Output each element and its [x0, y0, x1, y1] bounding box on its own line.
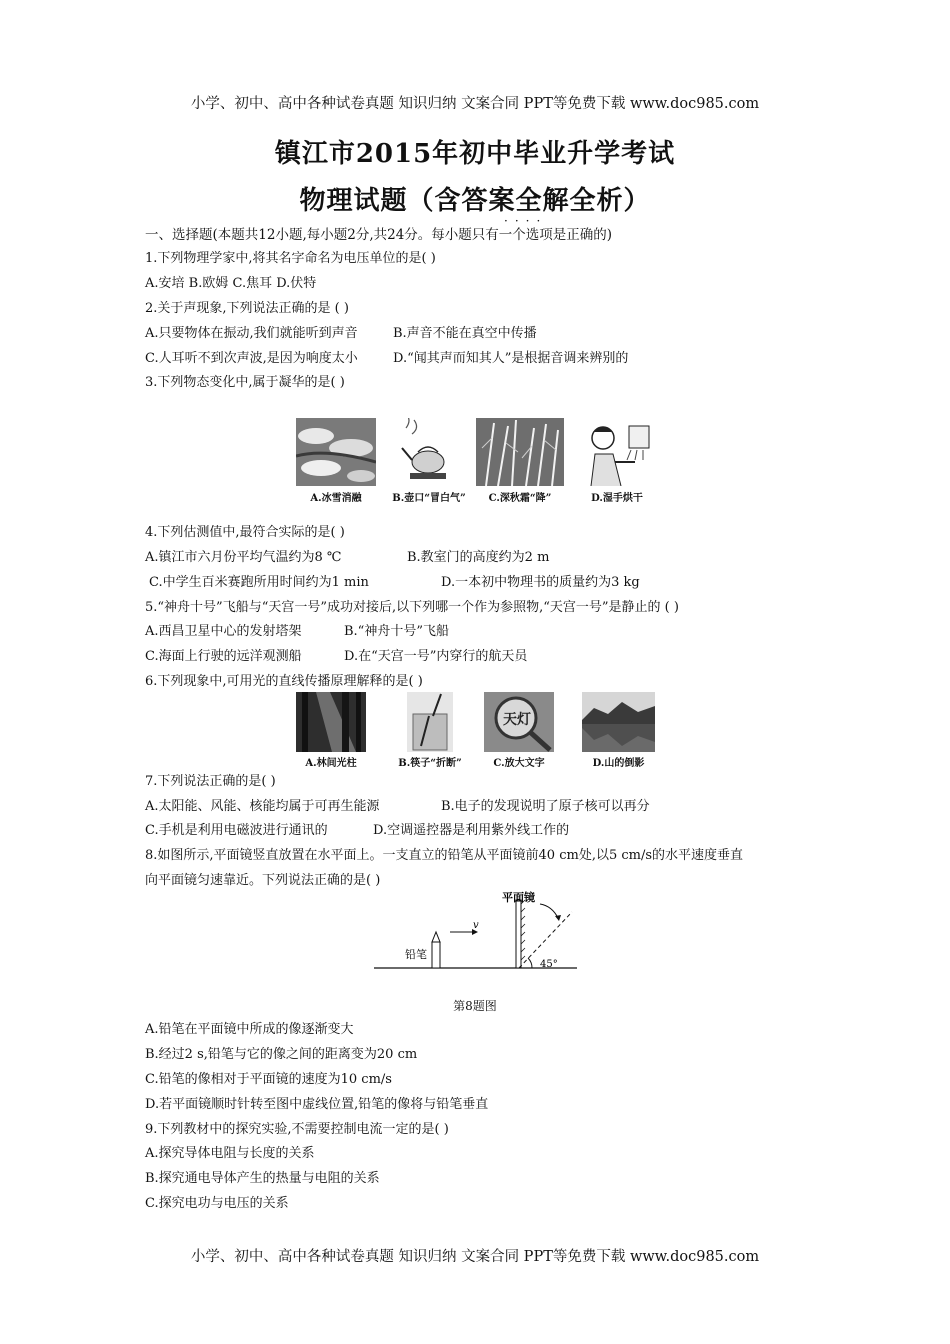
q3-photo-frost — [476, 418, 564, 486]
q8-figure-caption: 第8题图 — [453, 999, 497, 1013]
q8-option-b: B.经过2 s,铅笔与它的像之间的距离变为20 cm — [145, 1047, 418, 1062]
q8-rotation-arrow — [540, 904, 558, 918]
emphasis-dots: ···· — [504, 214, 548, 228]
q8-pencil — [432, 932, 440, 968]
q8-label-angle: 45° — [540, 959, 558, 970]
q2-stem: 2.关于声现象,下列说法正确的是 ( ) — [145, 301, 349, 316]
exam-subtitle: 物理试题（含答案全解全析） — [299, 186, 651, 216]
section-heading: 一、选择题(本题共12小题,每小题2分,共24分。每小题只有一个选项是正确的) — [145, 227, 613, 243]
q9-stem: 9.下列教材中的探究实验,不需要控制电流一定的是( ) — [145, 1122, 449, 1137]
q9-option-b: B.探究通电导体产生的热量与电阻的关系 — [145, 1171, 380, 1186]
q8-option-d: D.若平面镜顺时针转至图中虚线位置,铅笔的像将与铅笔垂直 — [145, 1097, 489, 1112]
q3-caption-d: D.湿手烘干 — [591, 493, 643, 504]
q8-label-mirror: 平面镜 — [502, 891, 535, 904]
q9-option-a: A.探究导体电阻与长度的关系 — [145, 1146, 315, 1161]
q1-options: A.安培 B.欧姆 C.焦耳 D.伏特 — [145, 276, 317, 291]
q6-photo-forest — [296, 692, 366, 752]
q6-photo-chopsticks — [407, 692, 453, 752]
exam-title: 镇江市2015年初中毕业升学考试 — [274, 139, 676, 169]
q3-stem: 3.下列物态变化中,属于凝华的是( ) — [145, 375, 345, 390]
q5-option-b: B.“神舟十号”飞船 — [344, 624, 449, 639]
q3-caption-c: C.深秋霜“降” — [488, 493, 552, 504]
q7-option-c: C.手机是利用电磁波进行通讯的 — [145, 823, 328, 838]
q8-mirror — [516, 900, 525, 968]
q8-diagram — [372, 888, 582, 974]
q2-option-d: D.“闻其声而知其人”是根据音调来辨别的 — [393, 351, 629, 366]
q2-option-c: C.人耳听不到次声波,是因为响度太小 — [145, 351, 358, 366]
q7-stem: 7.下列说法正确的是( ) — [145, 774, 276, 789]
q6-caption-b: B.筷子“折断” — [398, 758, 462, 769]
q1-stem: 1.下列物理学家中,将其名字命名为电压单位的是( ) — [145, 251, 436, 266]
q5-option-c: C.海面上行驶的远洋观测船 — [145, 649, 302, 664]
q3-drawing-kettle — [394, 418, 464, 486]
q8-option-c: C.铅笔的像相对于平面镜的速度为10 cm/s — [145, 1072, 392, 1087]
q7-option-a: A.太阳能、风能、核能均属于可再生能源 — [145, 799, 380, 814]
q4-option-d: D.一本初中物理书的质量约为3 kg — [441, 575, 640, 590]
q5-option-a: A.西昌卫星中心的发射塔架 — [145, 624, 302, 639]
q8-stem-line2: 向平面镜匀速靠近。下列说法正确的是( ) — [145, 873, 381, 888]
q6-caption-c: C.放大文字 — [493, 758, 545, 769]
q2-option-b: B.声音不能在真空中传播 — [393, 326, 537, 341]
q6-caption-d: D.山的倒影 — [592, 758, 645, 769]
q6-photo-reflection — [582, 692, 655, 752]
q8-stem-line1: 8.如图所示,平面镜竖直放置在水平面上。一支直立的铅笔从平面镜前40 cm处,以5 cm/s的水平速度垂直 — [145, 848, 744, 863]
q4-option-c: C.中学生百米赛跑所用时间约为1 min — [149, 575, 369, 590]
q8-option-a: A.铅笔在平面镜中所成的像逐渐变大 — [145, 1022, 354, 1037]
q5-option-d: D.在“天宫一号”内穿行的航天员 — [344, 649, 528, 664]
q3-drawing-hand-dryer — [581, 418, 653, 486]
q8-label-pencil: 铅笔 — [405, 948, 427, 961]
q7-option-d: D.空调遥控器是利用紫外线工作的 — [373, 823, 570, 838]
q4-option-b: B.教室门的高度约为2 m — [407, 550, 550, 565]
q5-stem: 5.“神舟十号”飞船与“天宫一号”成功对接后,以下列哪一个作为参照物,“天宫一号”是静止的 ( ) — [145, 600, 679, 615]
q6-photo-magnifier — [484, 692, 554, 752]
q6-sign-text: 天灯 — [503, 712, 531, 728]
page-footer: 小学、初中、高中各种试卷真题 知识归纳 文案合同 PPT等免费下载 www.doc985.com — [190, 1249, 760, 1265]
q3-caption-b: B.壶口“冒白气” — [392, 493, 466, 504]
q6-stem: 6.下列现象中,可用光的直线传播原理解释的是( ) — [145, 674, 423, 689]
q4-option-a: A.镇江市六月份平均气温约为8 ℃ — [145, 550, 342, 565]
q7-option-b: B.电子的发现说明了原子核可以再分 — [441, 799, 650, 814]
q3-caption-a: A.冰雪消融 — [310, 493, 362, 504]
q4-stem: 4.下列估测值中,最符合实际的是( ) — [145, 525, 345, 540]
q9-option-c: C.探究电功与电压的关系 — [145, 1196, 289, 1211]
q8-label-v: v — [473, 920, 479, 931]
q3-photo-ice — [296, 418, 376, 486]
page-header: 小学、初中、高中各种试卷真题 知识归纳 文案合同 PPT等免费下载 www.doc985.com — [190, 96, 760, 112]
q2-option-a: A.只要物体在振动,我们就能听到声音 — [145, 326, 358, 341]
q6-caption-a: A.林间光柱 — [305, 758, 357, 769]
